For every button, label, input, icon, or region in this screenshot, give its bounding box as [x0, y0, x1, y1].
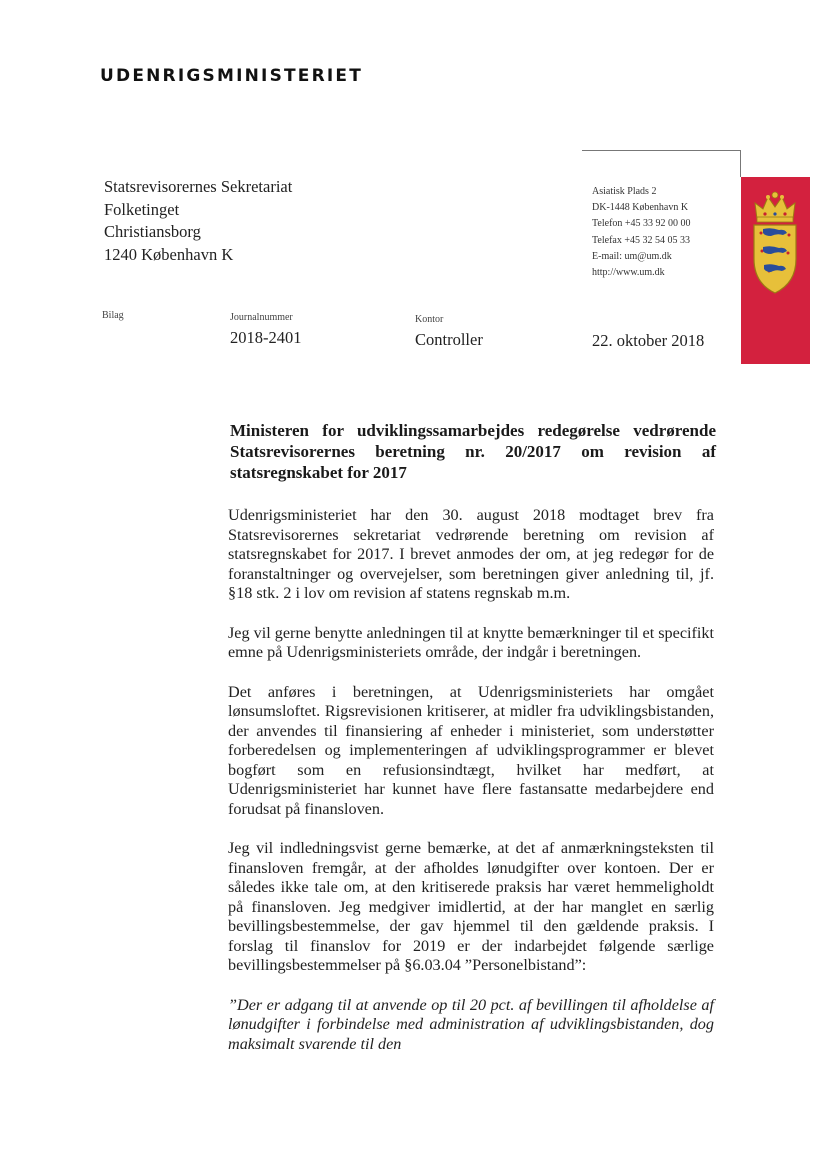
letter-subject: Ministeren for udviklingssamarbejdes redegørelse vedrørende Statsrevisorernes beretning nr. 20/2017 om revision af statsregnskabet for 2017 [230, 421, 716, 482]
contact-line: Asiatisk Plads 2 [592, 186, 657, 197]
contact-line: Telefax +45 32 54 05 33 [592, 234, 690, 246]
recipient-line: 1240 København K [104, 244, 234, 264]
contact-line: DK-1448 København K [592, 202, 689, 214]
body-paragraph: Udenrigsministeriet har den 30. august 2018 modtaget brev fra Statsrevisorernes sekretariat vedrørende beretning om revision af statsregnskabet for 2017. I brevet anmodes der om, at jeg redegør for de foranstaltninger og overvejelser, som beretningen giver anledning til, jf. §18 stk. 2 i lov om revision af statens regnskab m.m. [228, 506, 714, 602]
kontor-value: Controller [415, 330, 483, 349]
journal-number: 2018-2401 [230, 328, 302, 347]
recipient-line: Statsrevisorernes Sekretariat [104, 177, 293, 196]
letter-date: 22. oktober 2018 [592, 331, 705, 350]
contact-line: http://www.um.dk [592, 267, 665, 279]
header-divider-vertical [740, 150, 741, 177]
journal-label: Journalnummer [230, 312, 293, 323]
sender-contact [592, 184, 691, 281]
contact-line: E-mail: um@um.dk [592, 250, 672, 262]
letter-body [228, 506, 714, 1074]
header-divider [582, 150, 741, 151]
contact-line: Telefon +45 33 92 00 00 [592, 218, 691, 230]
kontor-label: Kontor [415, 314, 444, 325]
body-paragraph: Det anføres i beretningen, at Udenrigsministeriets har omgået lønsumsloftet. Rigsrevisionen kritiserer, at midler fra udviklingsbistanden, der anvendes til finansiering af enheder i ministeriet, som understøtter forberedelsen og implementeringen af udviklingsprogrammer er blevet bogført som en refusionsindtægt, hvilket har medført, at Udenrigsministeriet har kunnet have flere fastansatte medarbejdere end forudsat på finansloven. [228, 682, 714, 818]
crest-band [741, 177, 810, 364]
body-paragraph: Jeg vil gerne benytte anledningen til at knytte bemærkninger til et specifikt emne på Udenrigsministeriets område, der indgår i beretningen. [228, 623, 714, 661]
recipient-address [104, 176, 292, 266]
bilag-label: Bilag [102, 310, 124, 321]
body-paragraph: Jeg vil indledningsvist gerne bemærke, at det af anmærkningsteksten til finansloven fremgår, at der afholdes lønudgifter over kontoen. Der er således ikke tale om, at den kritiserede praksis har været hemmeligholdt på finansloven. Jeg medgiver imidlertid, at der har manglet en særlig bevillingsbestemmelse, der gav hjemmel til den gældende praksis. I forslag til finanslov for 2019 er der indarbejdet følgende særlige bevillingsbestemmelser på §6.03.04 ”Personelbistand”: [228, 839, 714, 974]
body-quote: ”Der er adgang til at anvende op til 20 pct. af bevillingen til afholdelse af lønudgifter i forbindelse med administration af udviklingsbistanden, dog maksimalt svarende til den [228, 995, 714, 1053]
recipient-line: Folketinget [104, 199, 180, 219]
ministry-name: UDENRIGSMINISTERIET [100, 66, 364, 86]
recipient-line: Christiansborg [104, 222, 201, 241]
danish-coat-of-arms-icon [749, 189, 801, 299]
